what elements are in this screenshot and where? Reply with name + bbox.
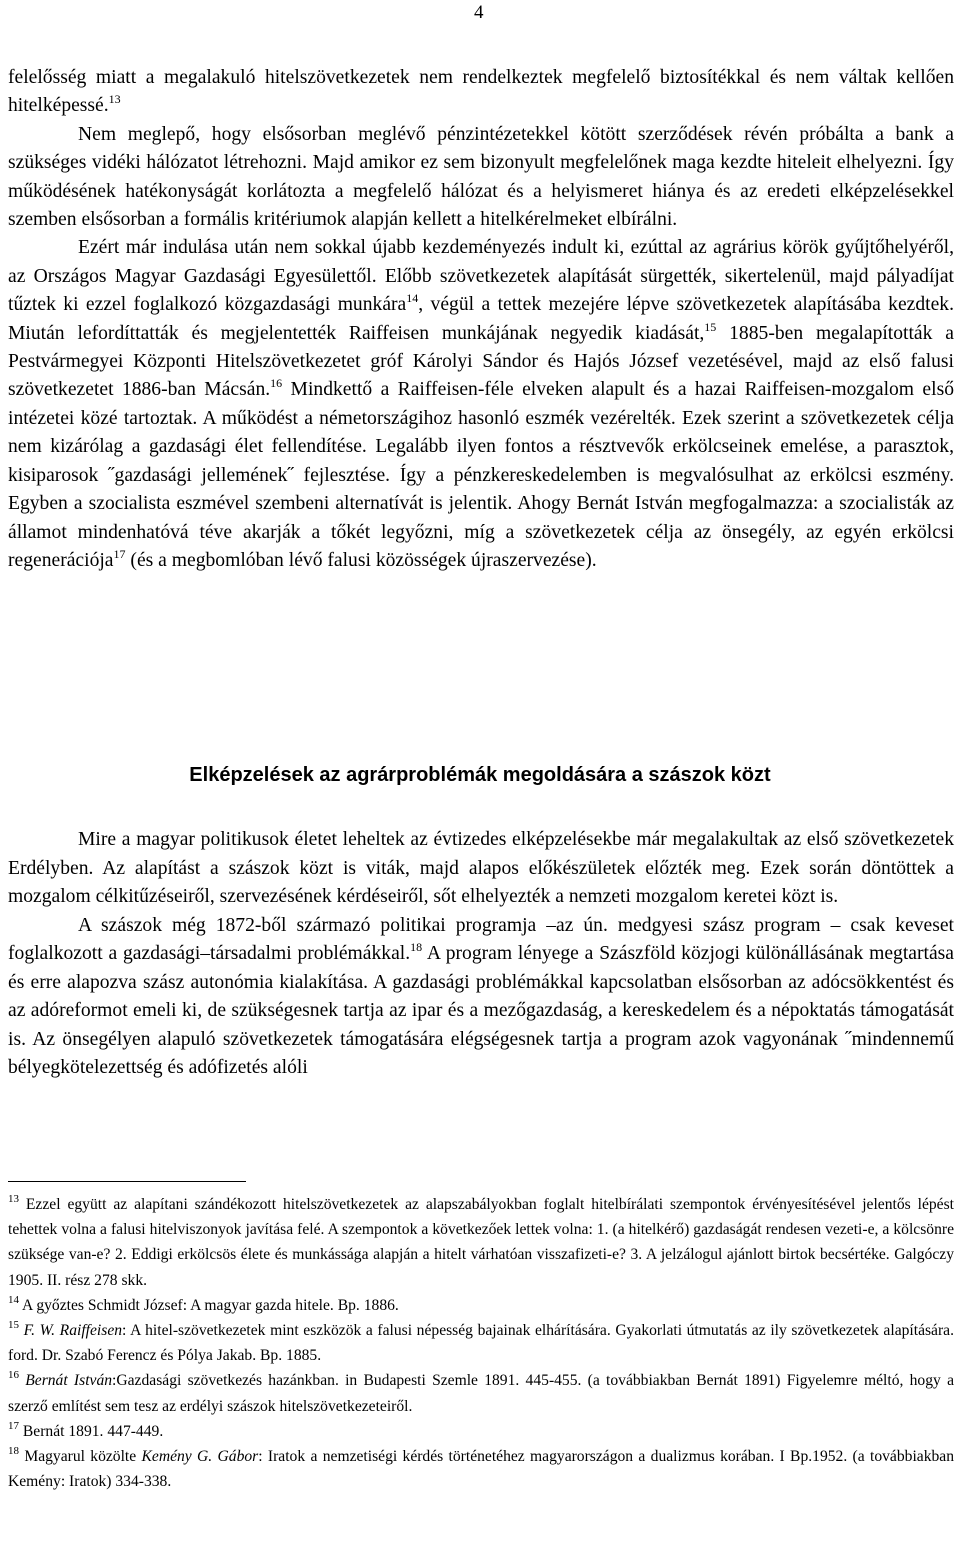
- footnote-number: 17: [8, 1419, 19, 1432]
- main-text: [8, 64, 954, 575]
- section-text: [8, 826, 954, 1083]
- footnote-text: Bernát 1891. 447-449.: [19, 1422, 164, 1440]
- paragraph-3: [8, 234, 954, 575]
- footnote-ref-13[interactable]: 13: [108, 92, 121, 107]
- paragraph-3-text-a: Ezért már indulása után nem sokkal újabb kezdeményezés indult ki, ezúttal az agrárius körök gyűjtőhelyéről, az Országos Magyar Gazdasági Egyesülettől. Előbb szövetkezetek alapítását sürgették, sikertelenül, majd pályadíjat tűztek ki ezzel foglalkozó közgazdasági munkára: [8, 237, 954, 316]
- footnote-divider: [8, 1181, 246, 1182]
- paragraph-3-text-c: 1885-ben megalapították a Pestvármegyei Központi Hitelszövetkezetet gróf Károlyi Sándor és Hajós József vezetésével, majd az első falusi szövetkezetet 1886-ban Mácsán.: [8, 322, 954, 401]
- paragraph-3-text-b: , végül a tettek mezejére lépve szövetkezetek alapításába kezdtek. Miután lefordíttatták és megjelentették Raiffeisen munkájának negyedik kiadását,: [8, 294, 954, 344]
- page-number: 4: [474, 2, 484, 23]
- footnote-ref-17[interactable]: 17: [113, 546, 126, 561]
- footnote-17: [8, 1419, 954, 1444]
- footnote-text: Ezzel együtt az alapítani szándékozott hitelszövetkezetek az alapszabályokban foglalt hitelbírálati szempontok érvényesítésével jelentős lépést tehettek volna a falusi hitelviszonyok javítása felé. A szempontok a következőek lettek volna: 1. (a hitelkérő) gazdaságát rendesen vezeti-e, a kölcsönre szüksége van-e? 2. Eddigi erkölcsös élete és munkássága alapján a hitelt várhatóan visszafizeti-e? 3. A jelzálogul ajánlott birtok becsértéke. Galgóczy 1905. II. rész 278 skk.: [8, 1196, 954, 1289]
- footnote-text: A győztes Schmidt József: A magyar gazda hitele. Bp. 1886.: [19, 1296, 399, 1314]
- footnote-number: 16: [8, 1369, 19, 1382]
- footnote-number: 14: [8, 1293, 19, 1306]
- paragraph-1-text: felelősség miatt a megalakuló hitelszövetkezetek nem rendelkeztek megfelelő biztosítékkal és nem váltak kellően hitelképessé.: [8, 67, 954, 117]
- paragraph-5-text-a: A szászok még 1872-ből származó politikai programja –az ún. medgyesi szász program – csak keveset foglalkozott a gazdasági–társadalmi problémákkal.: [8, 914, 954, 964]
- footnote-15: [8, 1318, 954, 1368]
- footnote-author: Kemény G. Gábor: [141, 1448, 259, 1466]
- footnote-16: [8, 1368, 954, 1418]
- footnote-author: Bernát István: [25, 1372, 113, 1390]
- footnote-ref-14[interactable]: 14: [406, 291, 419, 306]
- paragraph-3-text-d: Mindkettő a Raiffeisen-féle elveken alapult és a hazai Raiffeisen-mozgalom első intézetei közé tartoztak. A működést a németországihoz hasonló eszmék vezérelték. Ezek szerint a szövetkezetek célja nem kizárólag a gazdasági élet fellendítése. Legalább ilyen fontos a résztvevők erkölcseinek emelése, a parasztok, kisiparosok ˝gazdasági jellemének˝ fejlesztése. Így a pénzkereskedelemben is megvalósulhat az erkölcsi eszmény. Egyben a szocialista eszmével szembeni alternatívát is jelentik. Ahogy Bernát István megfogalmazza: a szocialisták az államot mindenhatóvá téve akarják a tőkét legyőzni, míg a szövetkezetek célja az önsegély, az egyén erkölcsi regenerációja: [8, 379, 954, 571]
- footnote-number: 18: [8, 1445, 19, 1458]
- footnote-text: :Gazdasági szövetkezés hazánkban. in Budapesti Szemle 1891. 445-455. (a továbbiakban Bernát 1891) Figyelemre méltó, hogy a szerző említést sem tesz az erdélyi szászok hitelszövetkezeteiről.: [8, 1372, 954, 1415]
- paragraph-1: [8, 64, 954, 121]
- footnote-13: [8, 1192, 954, 1293]
- footnotes: [8, 1192, 954, 1494]
- footnote-14: [8, 1293, 954, 1318]
- footnote-number: 15: [8, 1319, 19, 1332]
- footnote-text: : Iratok a nemzetiségi kérdés történetéhez magyarországon a dualizmus korában. I Bp.1952. (a továbbiakban Kemény: Iratok) 334-338.: [8, 1448, 955, 1491]
- footnote-ref-15[interactable]: 15: [704, 319, 717, 334]
- footnote-text-pre: Magyarul közölte: [19, 1448, 142, 1466]
- paragraph-3-text-e: (és a megbomlóban lévő falusi közösségek újraszervezése).: [125, 549, 597, 571]
- paragraph-4: Mire a magyar politikusok életet leheltek az évtizedes elképzelésekbe már megalakultak az első szövetkezetek Erdélyben. Az alapítást a szászok közt is viták, majd alapos előkészületek előzték meg. Ezek során döntöttek a mozgalom célkitűzéseiről, szervezésének kérdéseiről, sőt elhelyezték a nemzeti mozgalom keretei közt is.: [8, 829, 954, 907]
- paragraph-5-text-b: A program lényege a Szászföld közjogi különállásának megtartása és erre alapozva szász autonómia kialakítása. A gazdasági problémákkal kapcsolatban elsősorban az adócsökkentést és az adóreformot emeli ki, de szükségesnek tartja az ipar és a mezőgazdaság, a kereskedelem és a népoktatás támogatását is. Az önsegélyen alapuló szövetkezetek támogatására elégségesnek tartja a program azok vagyonának ˝mindennemű bélyegkötelezettség és adófizetés alóli: [8, 943, 954, 1078]
- footnote-18: [8, 1444, 954, 1494]
- footnote-number: 13: [8, 1193, 19, 1205]
- paragraph-2: Nem meglepő, hogy elsősorban meglévő pénzintézetekkel kötött szerződések révén próbálta a bank a szükséges vidéki hálózatot létrehozni. Majd amikor ez sem bizonyult megfelelőnek maga kezdte hiteleit elhelyezni. Így működésének hatékonyságát korlátozta a megfelelő hálózat és a helyismeret hiánya és az eredeti elképzelésekkel szemben elsősorban a formális kritériumok alapján kellett a hitelkérelmeket elbírálni.: [8, 123, 954, 231]
- section-heading: Elképzelések az agrárproblémák megoldására a szászok közt: [189, 764, 771, 786]
- footnote-text: : A hitel-szövetkezetek mint eszközök a falusi népesség bajainak elhárítására. Gyakorlati útmutatás az ily szövetkezetek alapítására. ford. Dr. Szabó Ferencz és Pólya Jakab. Bp. 1885.: [8, 1322, 954, 1365]
- paragraph-5: [8, 912, 954, 1083]
- footnote-author: F. W. Raiffeisen: [23, 1322, 123, 1340]
- footnote-ref-16[interactable]: 16: [270, 376, 283, 391]
- footnote-ref-18[interactable]: 18: [410, 940, 423, 954]
